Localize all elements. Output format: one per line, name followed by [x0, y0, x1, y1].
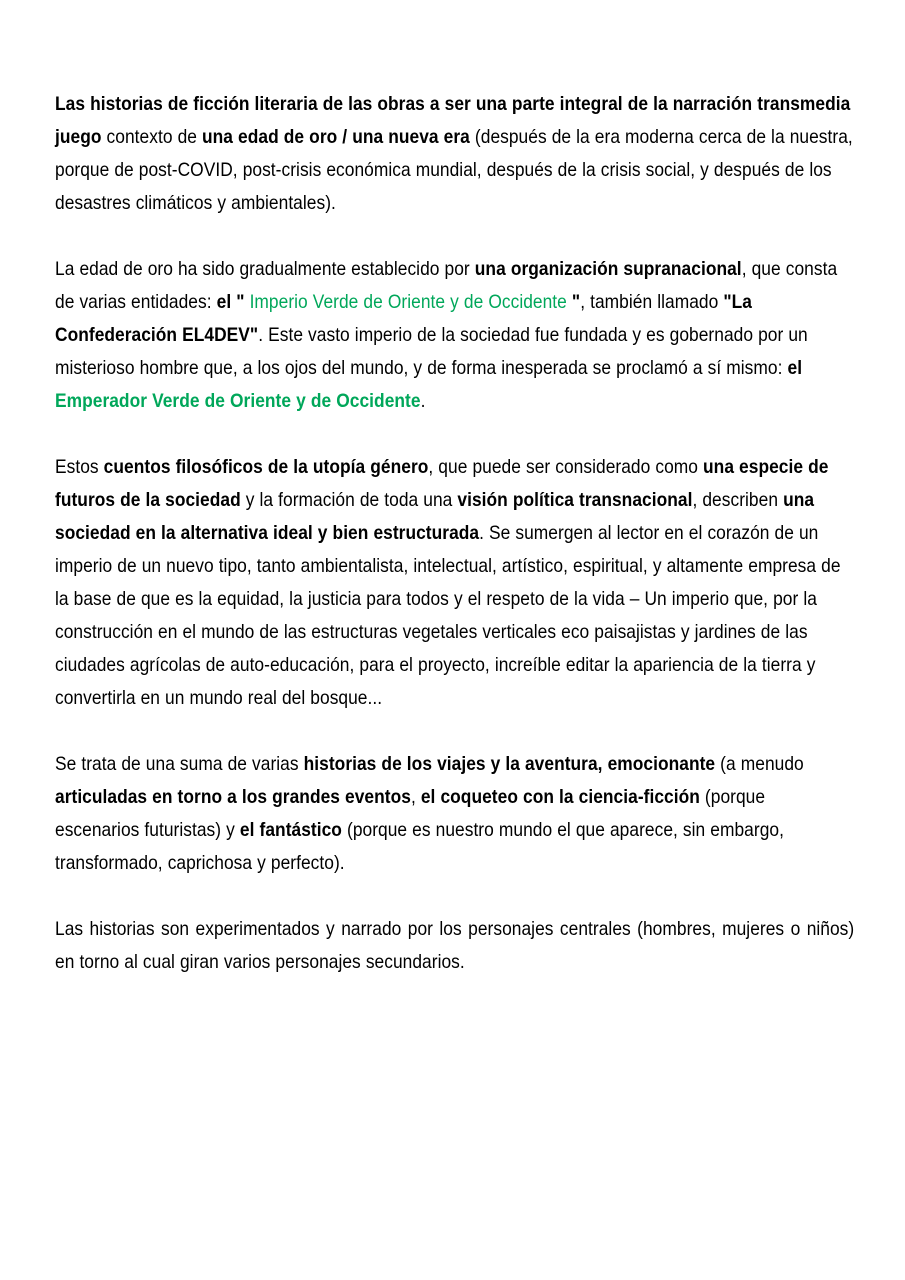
p2-run-bold-1: una organización supranacional: [474, 258, 742, 280]
p4-run-bold-1: historias de los viajes y la aventura, emocionante: [303, 753, 716, 775]
paragraph-1: [55, 88, 854, 220]
p3-run-bold-4: una sociedad en la alternativa ideal y bien estructurada: [55, 489, 815, 544]
paragraph-2: [55, 253, 854, 418]
p4-run-bold-4: el fantástico: [239, 819, 342, 841]
p2-run-regular-5: .: [420, 390, 426, 412]
p3-run-bold-3: visión política transnacional: [457, 489, 693, 511]
paragraph-4: [55, 748, 854, 880]
p2-run-bold-4: el: [787, 357, 803, 379]
p2-run-regular-4: . Este vasto imperio de la sociedad fue fundada y es gobernado por un misterioso hombre que, a los ojos del mundo, y de forma inesperada se proclamó a sí mismo:: [55, 324, 808, 379]
p3-run-regular-3: y la formación de toda una: [240, 489, 458, 511]
p4-run-regular-5: (porque es nuestro mundo el que aparece, sin embargo, transformado, caprichosa y perfecto).: [55, 819, 784, 874]
p2-run-bold-2: el ": [216, 291, 250, 313]
p3-run-regular-2: , que puede ser considerado como: [428, 456, 704, 478]
p3-run-regular-4: , describen: [692, 489, 784, 511]
entity-la-confederacion-el4dev: "La Confederación EL4DEV": [55, 291, 752, 346]
p3-run-bold-2: una especie de futuros de la sociedad: [55, 456, 829, 511]
p4-run-regular-1: Se trata de una suma de varias: [55, 753, 304, 775]
p4-run-regular-4: (porque escenarios futuristas) y: [55, 786, 766, 841]
p1-run-regular-1: contexto de: [101, 126, 203, 148]
p2-run-regular-3: , también llamado: [580, 291, 724, 313]
document-body: [55, 88, 855, 979]
entity-emperador-verde: Emperador Verde de Oriente y de Occidente: [55, 390, 421, 412]
p5-run-regular-1: Las historias son experimentados y narrado por los personajes centrales (hombres, mujeres o niños) en torno al cual giran varios personajes secundarios.: [55, 918, 855, 973]
p3-run-bold-1: cuentos filosóficos de la utopía género: [103, 456, 429, 478]
paragraph-5: [55, 913, 854, 979]
p2-run-bold-3: ": [566, 291, 581, 313]
p3-run-regular-1: Estos: [55, 456, 104, 478]
p4-run-regular-3: ,: [410, 786, 421, 808]
p1-run-bold-1: Las historias de ficción literaria de las obras a ser una parte integral de la narración transmedia juego: [55, 93, 851, 148]
p4-run-bold-2: articuladas en torno a los grandes eventos: [55, 786, 411, 808]
entity-imperio-verde: Imperio Verde de Oriente y de Occidente: [249, 291, 567, 313]
p4-run-regular-2: (a menudo: [715, 753, 804, 775]
p2-run-regular-1: La edad de oro ha sido gradualmente establecido por: [55, 258, 475, 280]
p1-run-regular-2: (después de la era moderna cerca de la nuestra, porque de post-COVID, post-crisis económica mundial, después de la crisis social, y después de los desastres climáticos y ambientales).: [55, 126, 853, 214]
p4-run-bold-3: el coqueteo con la ciencia-ficción: [420, 786, 700, 808]
p2-run-regular-2: , que consta de varias entidades:: [55, 258, 838, 313]
p3-run-regular-5: . Se sumergen al lector en el corazón de un imperio de un nuevo tipo, tanto ambientalista, intelectual, artístico, espiritual, y altamente empresa de la base de que es la equidad, la justicia para todos y el respeto de la vida – Un imperio que, por la construcción en el mundo de las estructuras vegetales verticales eco paisajistas y jardines de las ciudades agrícolas de auto-educación, para el proyecto, increíble editar la apariencia de la tierra y convertirla en un mundo real del bosque...: [55, 522, 841, 709]
paragraph-3: [55, 451, 854, 715]
p1-run-bold-2: una edad de oro / una nueva era: [202, 126, 470, 148]
